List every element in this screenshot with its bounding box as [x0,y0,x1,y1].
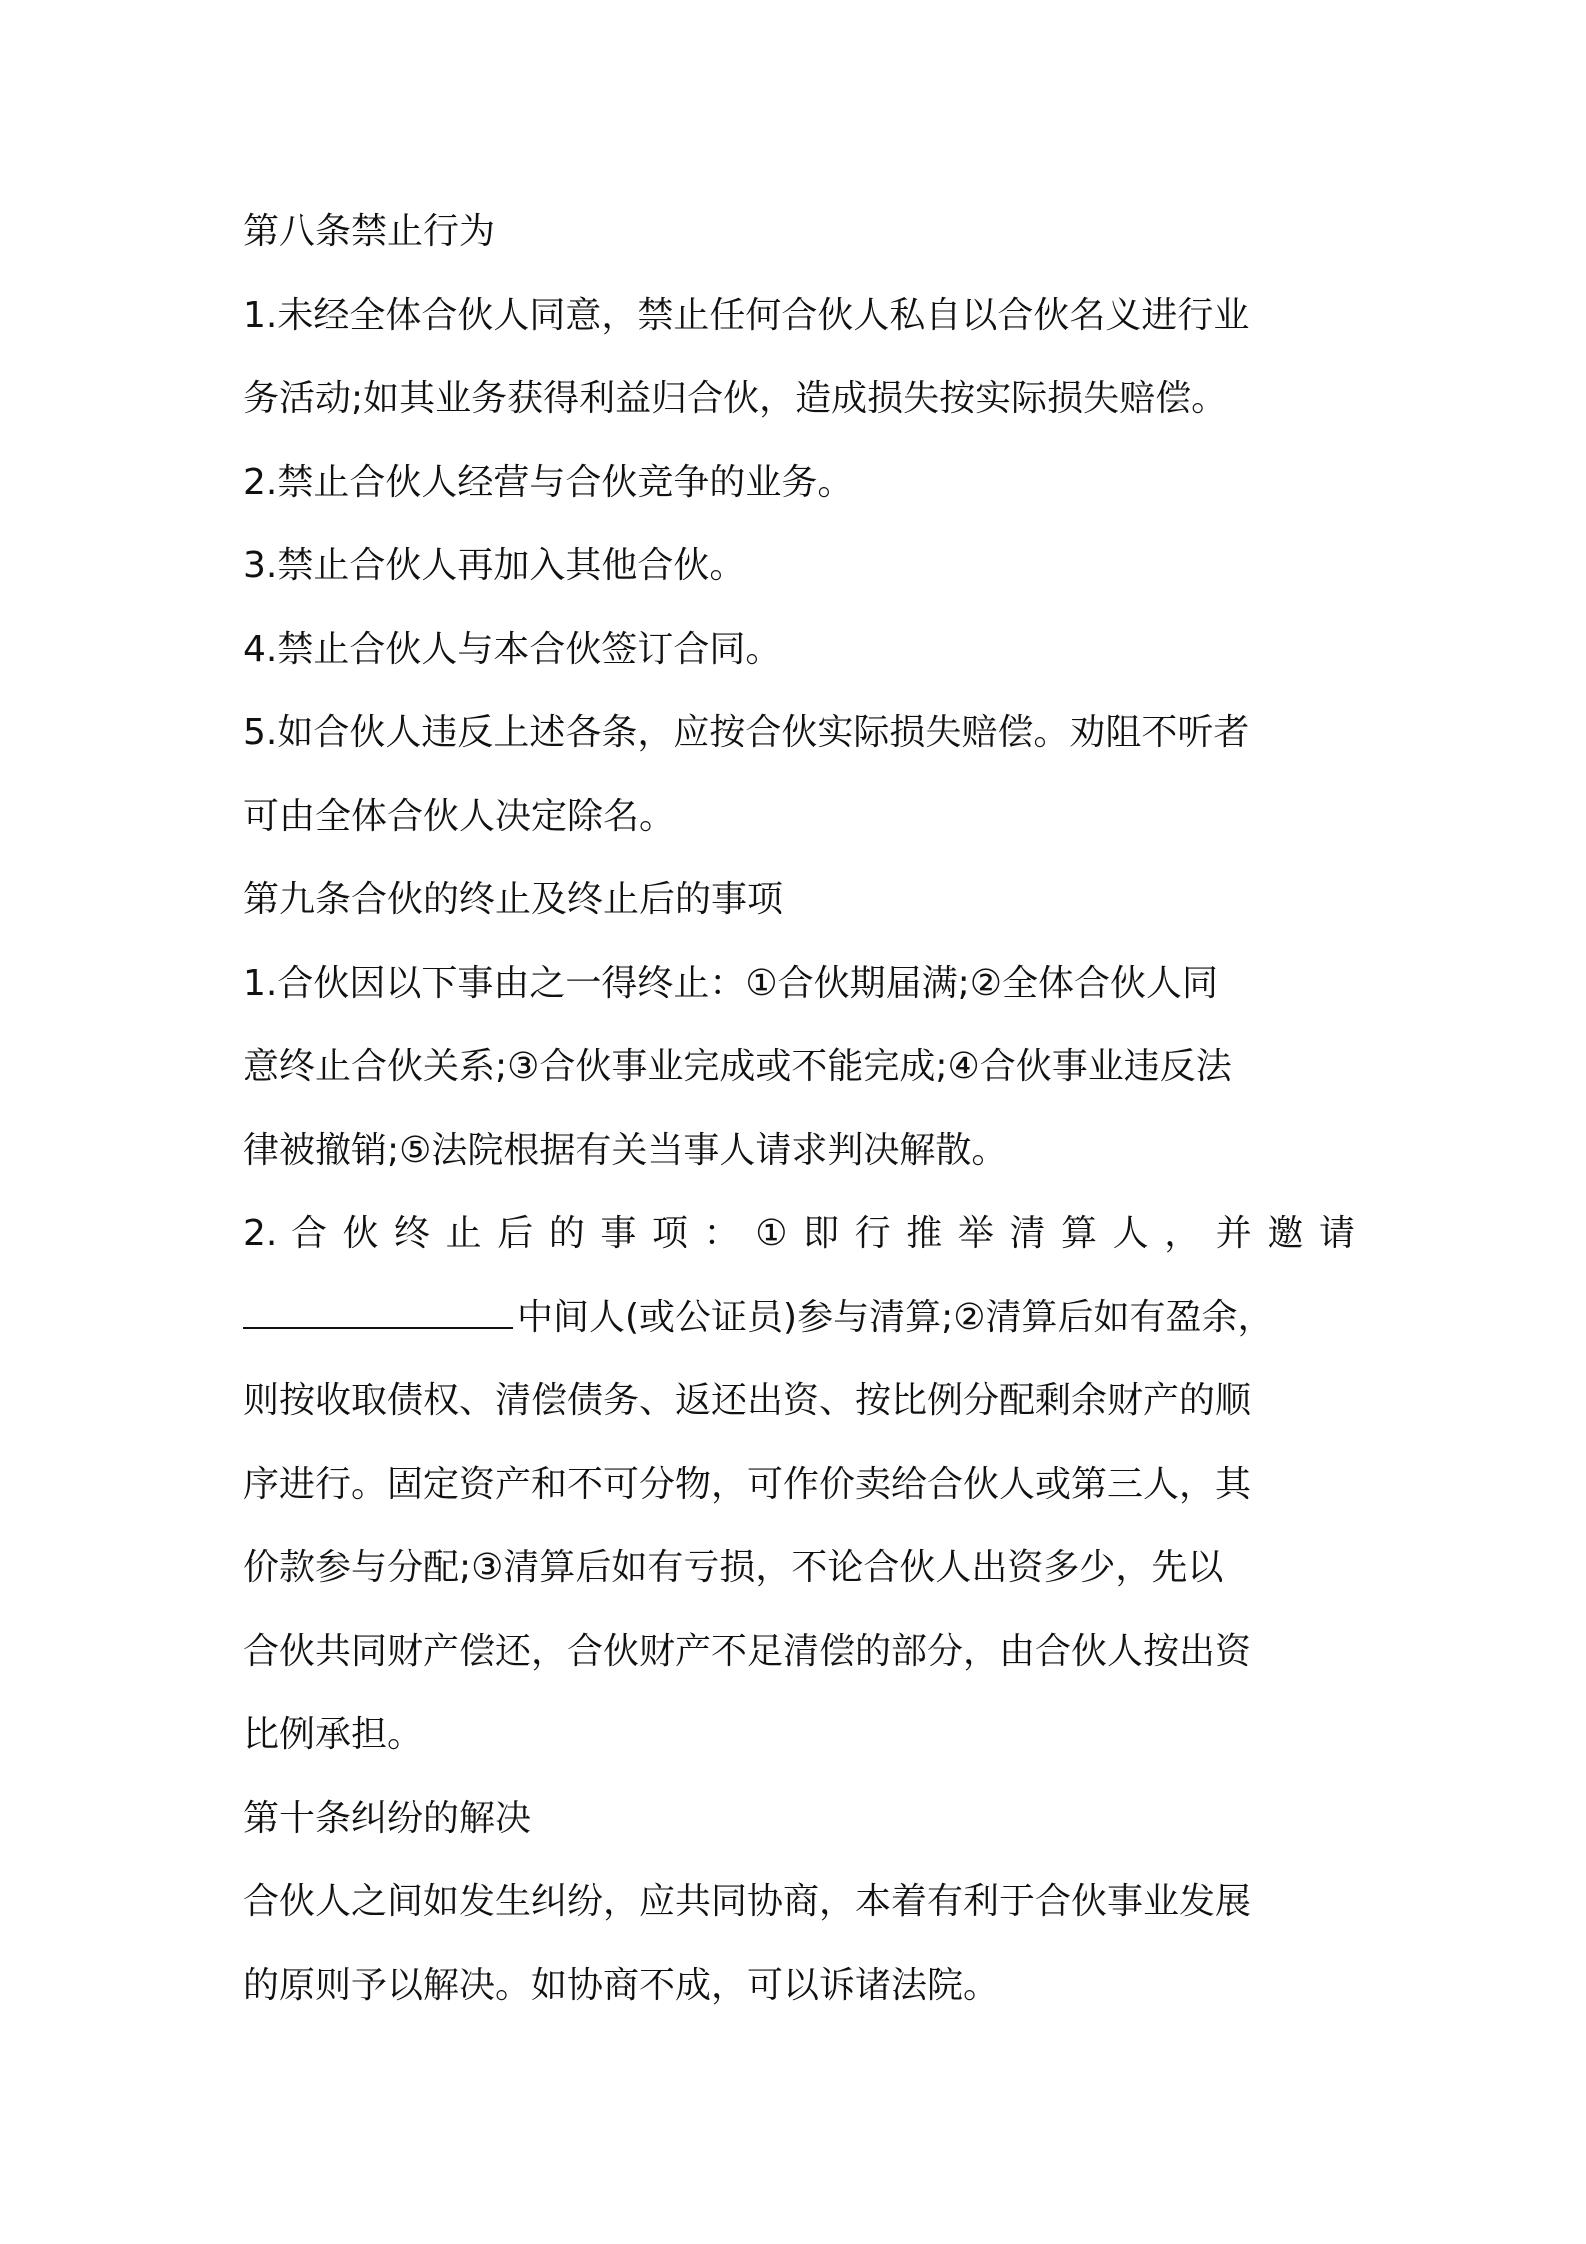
article-9-line: 合伙共同财产偿还，合伙财产不足清偿的部分，由合伙人按出资 [243,1630,1252,1672]
article-9-line-with-blank [243,1276,1355,1360]
article-8-line: 1.未经全体合伙人同意，禁止任何合伙人私自以合伙名义进行业 [243,294,1250,336]
fill-in-blank[interactable] [243,1326,513,1329]
article-9-title: 第九条合伙的终止及终止后的事项 [243,879,784,920]
article-9-line: 序进行。固定资产和不可分物，可作价卖给合伙人或第三人，其 [243,1463,1252,1505]
article-8-line: 4.禁止合伙人与本合伙签订合同。 [243,628,782,670]
article-10-line: 的原则予以解决。如协商不成，可以诉诸法院。 [243,1964,1000,2006]
article-8-line: 3.禁止合伙人再加入其他合伙。 [243,545,746,586]
article-9-line: 中间人(或公证员)参与清算;②清算后如有盈余， [517,1296,1274,1338]
article-9-line: 律被撤销;⑤法院根据有关当事人请求判决解散。 [243,1129,1008,1171]
article-8-line: 5.如合伙人违反上述各条，应按合伙实际损失赔偿。劝阻不听者 [243,712,1250,753]
document-page [243,190,1355,2027]
article-8-line: 2.禁止合伙人经营与合伙竞争的业务。 [243,461,854,503]
article-8-title: 第八条禁止行为 [243,211,496,252]
article-9-line: 2. 合 伙 终 止 后 的 事 项 ： ① 即 行 推 举 清 算 人 ， 并 邀 请 [243,1213,1355,1254]
article-8-line: 可由全体合伙人决定除名。 [243,795,676,837]
article-9-line: 意终止合伙关系;③合伙事业完成或不能完成;④合伙事业违反法 [243,1046,1232,1087]
article-10-line: 合伙人之间如发生纠纷，应共同协商，本着有利于合伙事业发展 [243,1881,1252,1922]
article-9-line: 1.合伙因以下事由之一得终止：①合伙期届满;②全体合伙人同 [243,962,1219,1004]
article-9-line: 则按收取债权、清偿债务、返还出资、按比例分配剩余财产的顺 [243,1380,1252,1421]
article-9-line: 价款参与分配;③清算后如有亏损，不论合伙人出资多少，先以 [243,1547,1224,1588]
article-10-title: 第十条纠纷的解决 [243,1797,532,1839]
article-9-line: 比例承担。 [243,1714,424,1755]
article-8-line: 务活动;如其业务获得利益归合伙，造成损失按实际损失赔偿。 [243,378,1228,419]
